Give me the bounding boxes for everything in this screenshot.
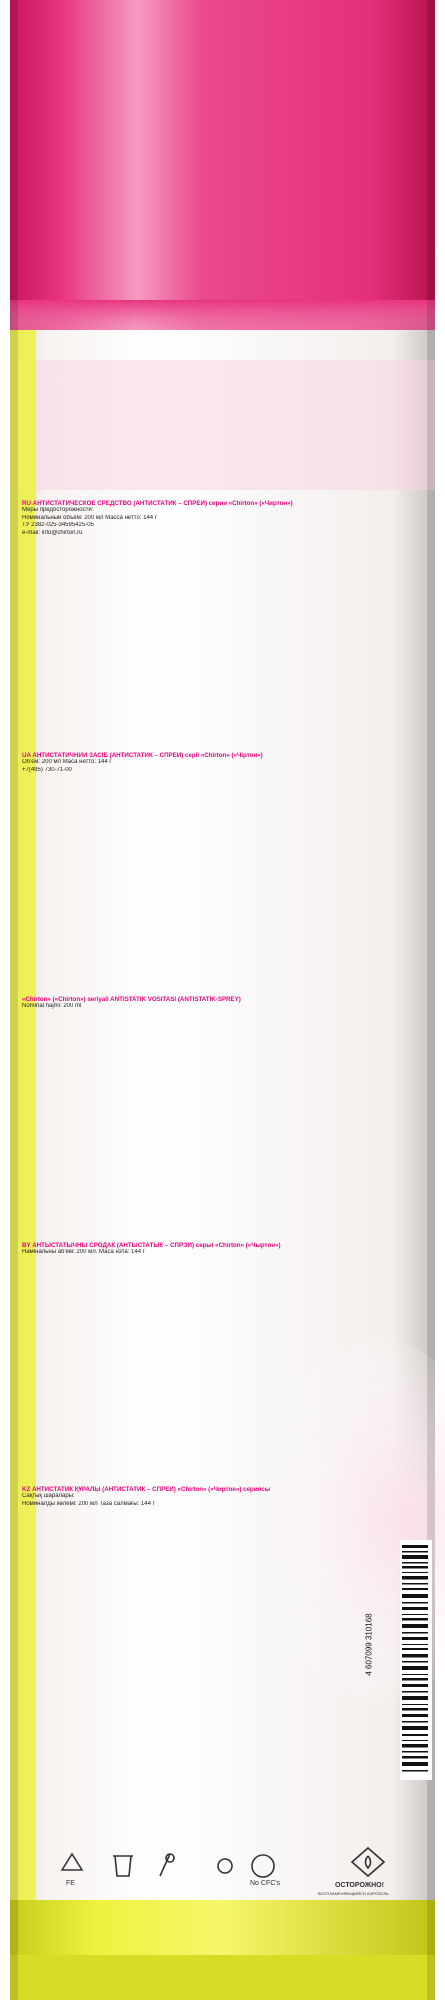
no-cfc-label: No CFC's — [250, 1880, 281, 1887]
label-text-by — [22, 1242, 422, 1474]
ru-volume: Номинальный объем: 200 мл Масса нетто: 144 г — [22, 514, 157, 521]
barcode-digits: 4 607099 310168 — [364, 1613, 374, 1676]
kz-heading: KZ АНТИСТАТИК ҚҰРАЛЫ (АНТИСТАТИК – СПРЕЙ) «Chirton» («Чиртон») сериясы — [22, 1486, 270, 1493]
label-text-uz — [22, 996, 422, 1228]
uz-volume: Nominal hajmi: 200 ml — [22, 1003, 82, 1010]
label-text-ua — [22, 752, 422, 984]
ua-heading: UA АНТИСТАТИЧНИЙ ЗАСІБ (АНТИСТАТИК – СПРЕЙ) серії «Chirton» («Чіртон») — [22, 752, 263, 759]
by-heading: BY АНТЫСТАТЫЧНЫ СРОДАК (АНТЫСТАТЫК – СПРЭЙ) серыі «Chirton» («Чыртон») — [22, 1242, 281, 1249]
yellow-base — [10, 1900, 435, 1960]
ua-volume: Об'єм: 200 мл Маса нетто: 144 г — [22, 759, 112, 766]
warning-label: ОСТОРОЖНО! — [335, 1882, 384, 1889]
can-cap — [10, 0, 435, 330]
kz-volume: Номиналды көлемі: 200 мл Таза салмағы: 144 г — [22, 1500, 155, 1507]
label-text-ru — [22, 500, 422, 740]
warning-sub: ВОСПЛАМЕНЯЮЩИЙСЯ АЭРОЗОЛЬ — [318, 1891, 389, 1896]
kz-precautions: Сақтық шаралары: — [22, 1493, 75, 1500]
ru-tu: ТУ 2382-025-34595425-05 — [22, 522, 94, 529]
uz-heading: «Chirton» («Chirton») seriyali ANTISTATIK VOSITASI (ANTISTATIK-SPREY) — [22, 996, 241, 1003]
by-volume: Намінальны аб'ём: 200 мл. Маса нэта: 144 г — [22, 1249, 145, 1256]
ru-precautions: Меры предосторожности: — [22, 507, 94, 514]
recycle-mark: FE — [66, 1880, 75, 1887]
ru-heading: RU АНТИСТАТИЧЕСКОЕ СРЕДСТВО (АНТИСТАТИК – СПРЕЙ) серии «Chirton» («Чиртон») — [22, 500, 293, 507]
ru-email: e-mail: info@chirton.ru — [22, 529, 83, 536]
label-text-kz — [22, 1486, 422, 1716]
ua-phone: +7(495) 730-71-00 — [22, 766, 72, 773]
